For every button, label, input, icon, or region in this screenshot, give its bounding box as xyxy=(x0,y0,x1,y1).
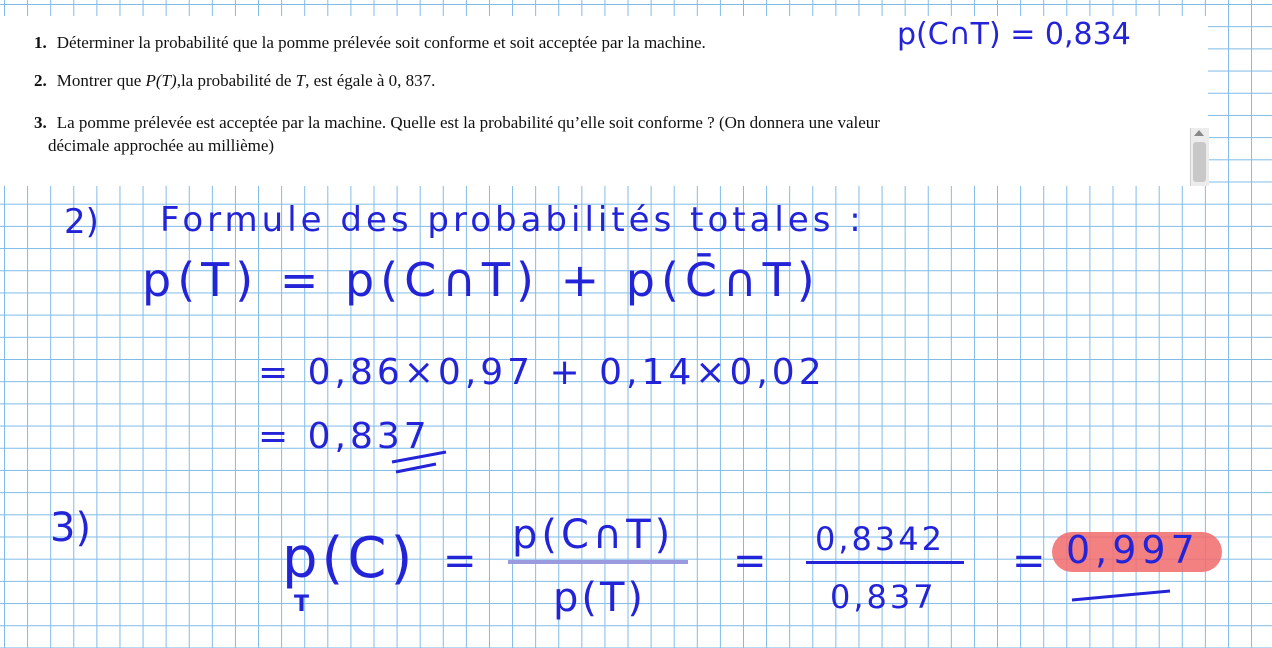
question-1-text: Déterminer la probabilité que la pomme prélevée soit conforme et soit acceptée par la machine. xyxy=(56,33,706,52)
q2-formula: p(T) = p(C∩T) + p(C̄∩T) xyxy=(142,253,821,307)
q3-denominator: p(T) xyxy=(553,575,647,621)
q2-result: = 0,837 xyxy=(258,416,431,457)
question-2-math-t: T xyxy=(295,71,306,90)
question-2-suffix: , est égale à 0, 837. xyxy=(305,71,436,90)
question-2-prefix: Montrer que xyxy=(56,71,146,90)
question-2-middle: ,la probabilité de xyxy=(176,71,296,90)
underline-stroke-1 xyxy=(392,452,446,462)
q3-equals-3: = xyxy=(1012,538,1046,584)
fraction-bar-2 xyxy=(806,561,964,564)
question-1-number: 1. xyxy=(34,33,47,52)
q2-title: Formule des probabilités totales : xyxy=(160,200,865,240)
question-2-number: 2. xyxy=(34,71,47,90)
question-3-number: 3. xyxy=(34,113,47,132)
question-2-math: P(T) xyxy=(145,71,177,90)
q3-subscript: T xyxy=(294,592,310,617)
q3-equals-2: = xyxy=(733,538,767,584)
q3-numerator: p(C∩T) xyxy=(512,512,675,558)
q1-handwritten-answer: p(C∩T) = 0,834 xyxy=(897,17,1131,52)
q3-equals-1: = xyxy=(443,538,477,584)
q3-label: 3) xyxy=(50,505,92,551)
q3-denominator-value: 0,837 xyxy=(830,578,937,616)
question-3-line-2: décimale approchée au millième) xyxy=(48,136,275,155)
q3-final-result: 0,997 xyxy=(1066,528,1200,572)
fraction-bar-1 xyxy=(508,560,688,564)
q2-label: 2) xyxy=(64,202,99,242)
underline-stroke-2 xyxy=(396,464,436,472)
question-3-line-1: La pomme prélevée est acceptée par la machine. Quelle est la probabilité qu’elle soit conforme ? (On donnera une valeur xyxy=(56,113,880,132)
q2-calculation: = 0,86×0,97 + 0,14×0,02 xyxy=(258,352,826,393)
q3-numerator-value: 0,8342 xyxy=(815,520,945,558)
q3-lhs: p(C) xyxy=(282,526,417,591)
result-underline xyxy=(1072,591,1170,600)
